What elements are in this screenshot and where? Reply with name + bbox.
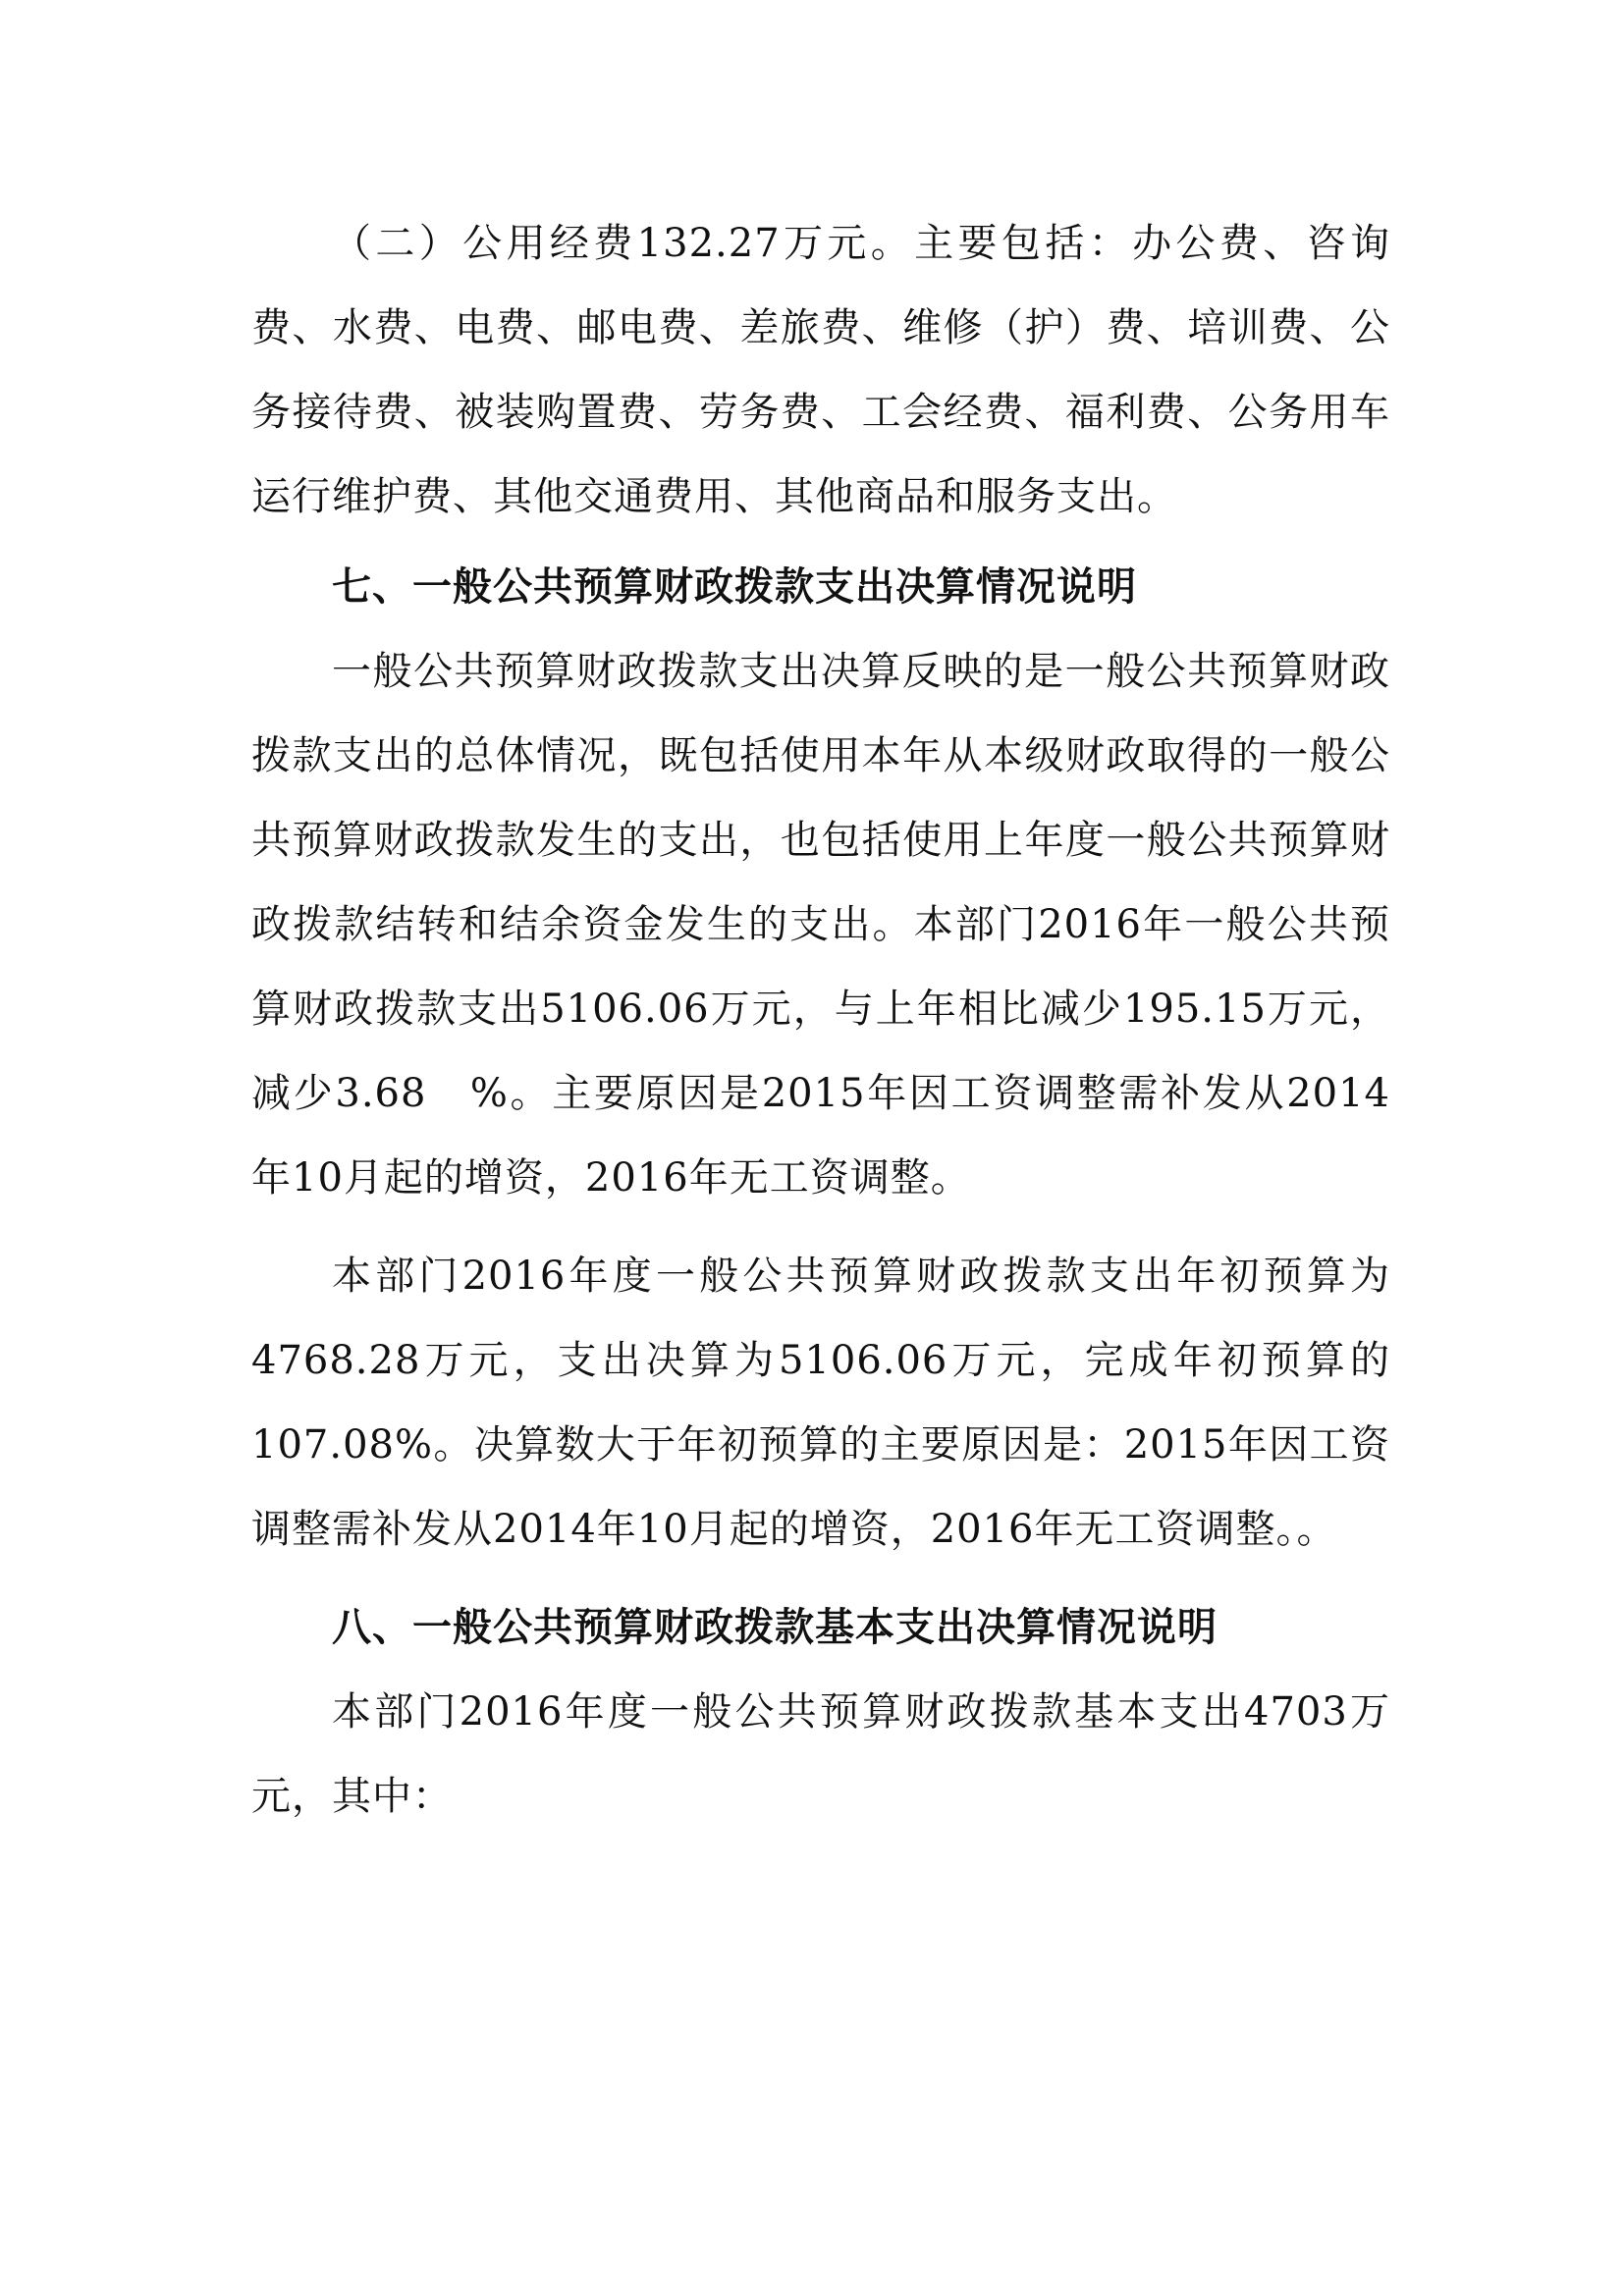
public-funds-paragraph: （二）公用经费132.27万元。主要包括：办公费、咨询费、水费、电费、邮电费、差旅费、维修（护）费、培训费、公务接待费、被装购置费、劳务费、工会经费、福利费、公务用车运行维护费、其他交通费用、其他商品和服务支出。 [251, 221, 1390, 519]
section-7-paragraph-1: 一般公共预算财政拨款支出决算反映的是一般公共预算财政拨款支出的总体情况，既包括使用本年从本级财政取得的一般公共预算财政拨款发生的支出，也包括使用上年度一般公共预算财政拨款结转和结余资金发生的支出。本部门2016年一般公共预算财政拨款支出5106.06万元，与上年相比减少195.15万元，减少3.68 %。主要原因是2015年因工资调整需补发从2014年10月起的增资，2016年无工资调整。 [251, 649, 1390, 1201]
document-page [251, 201, 1511, 1839]
section-8-paragraph-1: 本部门2016年度一般公共预算财政拨款基本支出4703万元，其中： [251, 1689, 1390, 1819]
spacer [251, 1572, 1390, 1585]
section-8-heading: 八、一般公共预算财政拨款基本支出决算情况说明 [332, 1605, 1218, 1650]
section-7-paragraph-2: 本部门2016年度一般公共预算财政拨款支出年初预算为 4768.28万元，支出决算为5106.06万元，完成年初预算的107.08%。决算数大于年初预算的主要原因是：2015年因工资调整需补发从2014年10月起的增资，2016年无工资调整。。 [251, 1254, 1511, 1552]
section-7-heading: 七、一般公共预算财政拨款支出决算情况说明 [332, 564, 1137, 610]
spacer [251, 1220, 1390, 1234]
